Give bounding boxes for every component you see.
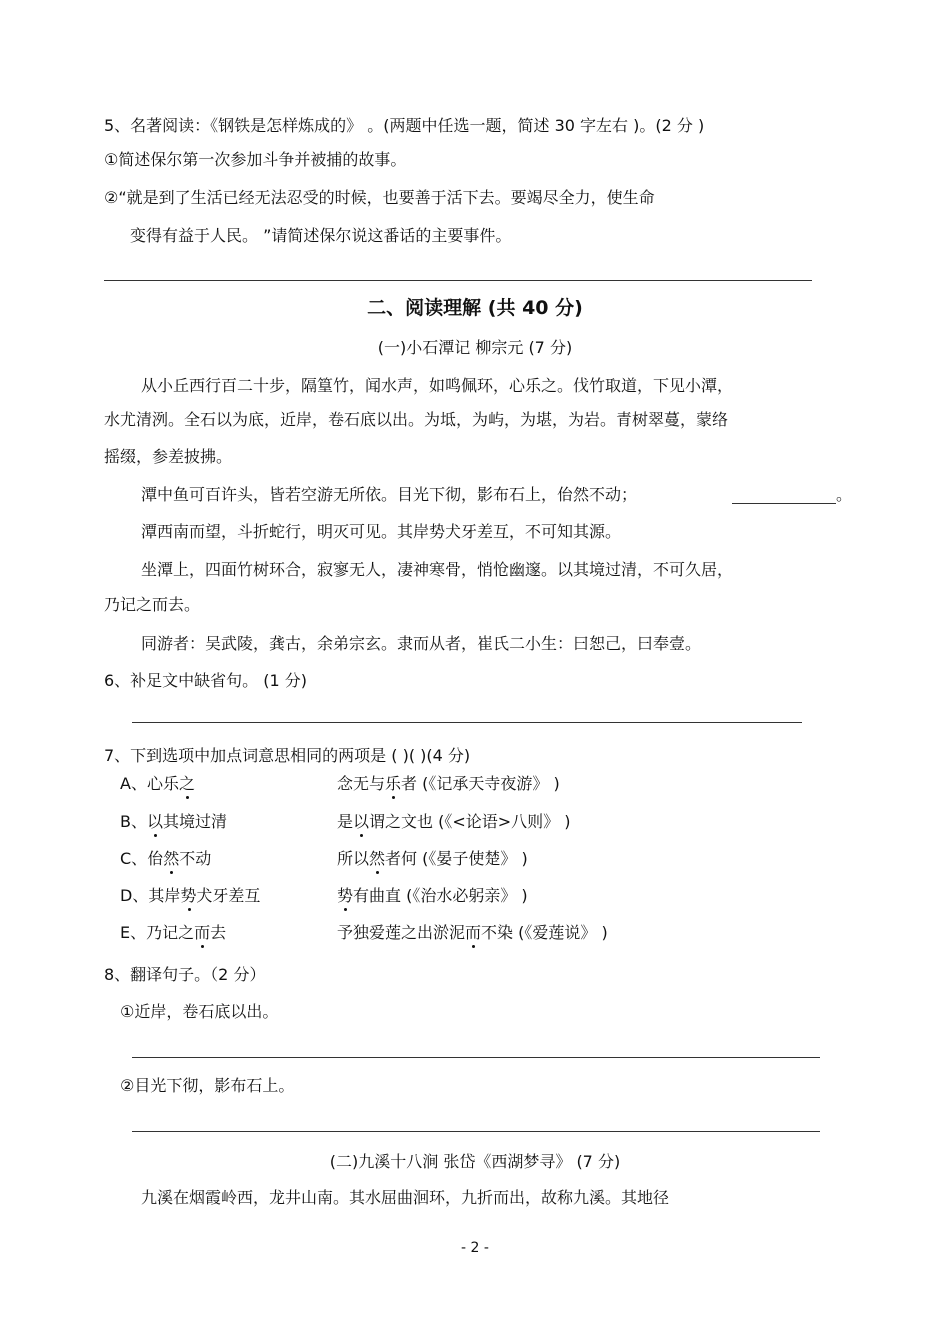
q7-option-e: E、乃记之而去 [120, 923, 227, 942]
q7-option-c: C、佁然不动 [120, 849, 212, 868]
page-number: - 2 - [461, 1240, 489, 1256]
q7-option-d: D、其岸势犬牙差互 [120, 886, 261, 905]
period-mark: 。 [836, 485, 853, 504]
q5-item-2-cont: 变得有益于人民。 ”请简述保尔说这番话的主要事件。 [130, 226, 512, 245]
answer-line [132, 1131, 820, 1132]
q7-option-b-right: 是以谓之文也 (《<论语>八则》 ) [337, 812, 571, 831]
q5-item-2: ②“就是到了生活已经无法忍受的时候，也要善于活下去。要竭尽全力，使生命 [104, 188, 655, 207]
q8-item-1: ①近岸，卷石底以出。 [120, 1002, 279, 1021]
passage-paragraph: 坐潭上，四面竹树环合，寂寥无人，凄神寒骨，悄怆幽邃。以其境过清，不可久居， [141, 560, 734, 579]
q7-option-c-right: 所以然者何 (《晏子使楚》 ) [337, 849, 528, 868]
passage-paragraph: 潭西南而望，斗折蛇行，明灭可见。其岸势犬牙差互，不可知其源。 [141, 522, 622, 541]
passage-paragraph: 九溪在烟霞岭西，龙井山南。其水屈曲洄环，九折而出，故称九溪。其地径 [141, 1188, 670, 1207]
answer-line [104, 280, 812, 281]
q7-option-a-right: 念无与乐者 (《记承天寺夜游》 ) [337, 774, 560, 793]
q7-option-d-right: 势有曲直 (《治水必躬亲》 ) [337, 886, 528, 905]
passage-paragraph: 潭中鱼可百许头，皆若空游无所依。目光下彻，影布石上，佁然不动； [141, 485, 638, 504]
q6-text: 6、补足文中缺省句。 (1 分) [104, 671, 308, 690]
q8-text: 8、翻译句子。（2 分） [104, 965, 266, 984]
q5-item-1: ①简述保尔第一次参加斗争并被捕的故事。 [104, 150, 407, 169]
passage-paragraph-cont: 摇缀，参差披拂。 [104, 447, 233, 466]
fill-in-blank [732, 503, 836, 504]
q7-option-b: B、以其境过清 [120, 812, 228, 831]
passage-paragraph-cont: 乃记之而去。 [104, 595, 201, 614]
passage-paragraph: 同游者：吴武陵，龚古，余弟宗玄。隶而从者，崔氏二小生：曰恕己，曰奉壹。 [141, 634, 702, 653]
passage-paragraph-cont: 水尤清洌。全石以为底，近岸，卷石底以出。为坻，为屿，为堪，为岩。青树翠蔓，蒙络 [104, 410, 729, 429]
passage-title: (二)九溪十八涧 张岱《西湖梦寻》 (7 分) [329, 1152, 621, 1171]
passage-paragraph: 从小丘西行百二十步，隔篁竹，闻水声，如鸣佩环，心乐之。伐竹取道，下见小潭， [141, 376, 734, 395]
q8-item-2: ②目光下彻，影布石上。 [120, 1076, 295, 1095]
q7-option-a: A、心乐之 [120, 774, 195, 793]
section-title: 二、阅读理解 (共 40 分) [367, 297, 583, 319]
passage-title: (一)小石潭记 柳宗元 (7 分) [377, 338, 573, 357]
answer-line [132, 1057, 820, 1058]
q7-option-e-right: 予独爱莲之出淤泥而不染 (《爱莲说》 ) [337, 923, 608, 942]
q5-line: 5、名著阅读：《钢铁是怎样炼成的》 。(两题中任选一题，简述 30 字左右 )。(2 分 ) [104, 116, 705, 135]
answer-line [132, 722, 802, 723]
q7-text: 7、下到选项中加点词意思相同的两项是 ( )( )(4 分) [104, 746, 471, 765]
